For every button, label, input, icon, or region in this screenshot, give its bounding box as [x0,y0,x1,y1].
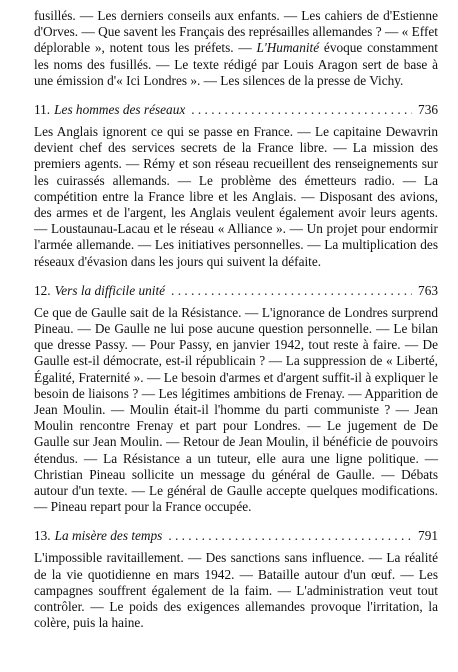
toc-entry-page: 791 [418,528,438,544]
intro-newspaper-title: L'Humanité [256,40,320,56]
toc-entry-title: Les hommes des réseaux [54,102,186,118]
toc-entry-number: 12. [34,282,51,298]
section-gap [34,515,438,528]
toc-entry-number: 13. [34,528,51,544]
intro-text-end: évoque constamment les noms des fusillés. — Le texte rédigé par Louis Aragon sert de base à une émission d'« Ici Londres ». — Les silences de la presse de Vichy. [34,40,438,88]
toc-entry-page: 763 [418,282,438,298]
toc-entry-title: Vers la difficile unité [54,282,166,298]
intro-paragraph [34,8,438,89]
dot-leader [191,102,412,118]
section-gap [34,89,438,102]
toc-entry-11-summary: Les Anglais ignorent ce qui se passe en France. — Le capitaine Dewavrin devient chef des services secrets de la France libre. — La mission des premiers agents. — Rémy et son réseau recueillent des renseignements sur les cuirassés allemands. — Le problème des émetteurs radio. — La compétition entre la France libre et les Anglais. — Disposant des avions, des armes et de l'argent, les Anglais veulent également avoir leurs agents. — Loustaunau-Lacau et le réseau « Alliance ». — Un projet pour endormir l'armée allemande. — Les initiatives personnelles. — La multiplication des réseaux d'évasion dans les jours qui suivent la défaite. [34,124,438,269]
dot-leader [168,528,412,544]
toc-entry-13-summary: L'impossible ravitaillement. — Des sanctions sans influence. — La réalité de la vie quotidienne en mars 1942. — Bataille autour d'un œuf. — Les campagnes souffrent également de la faim. — L'administration veut tout contrôler. — Le poids des exigences allemandes provoque l'irritation, la colère, puis la haine. [34,550,438,631]
intro-text-start: fusillés. — Les derniers conseils aux enfants. — Les cahiers de d'Estienne d'Orves. — Que savent les Français des représailles allemandes ? — « Effet déplorable », notent tous les préfets. — [34,8,438,56]
toc-entry-11-heading [34,102,438,118]
toc-entry-number: 11. [34,102,51,118]
toc-entry-title: La misère des temps [54,528,163,544]
dot-leader [171,283,412,299]
toc-entry-13-heading [34,528,438,544]
toc-entry-page: 736 [418,102,438,118]
toc-entry-12-heading [34,283,438,299]
section-gap [34,270,438,283]
toc-entry-12-summary: Ce que de Gaulle sait de la Résistance. — L'ignorance de Londres surprend Pineau. — De Gaulle ne lui pose aucune question personnelle. — Le bilan que dresse Passy. — Pour Passy, en janvier 1942, tout reste à faire. — De Gaulle est-il démocrate, est-il républicain ? — La suppression de « Liberté, Égalité, Fraternité ». — Le besoin d'armes et d'argent suffit-il à expliquer le besoin de liaisons ? — Les légitimes ambitions de Frenay. — Apparition de Jean Moulin. — Moulin était-il l'homme du parti communiste ? — Jean Moulin rencontre Frenay et part pour Londres. — Le jugement de De Gaulle sur Jean Moulin. — Retour de Jean Moulin, il bénéficie de pouvoirs étendus. — La Résistance a un tuteur, elle aura une ligne politique. — Christian Pineau sollicite un message du général de Gaulle. — Débats autour d'un texte. — Le général de Gaulle accepte quelques modifications. — Pineau repart pour la France occupée. [34,304,438,515]
